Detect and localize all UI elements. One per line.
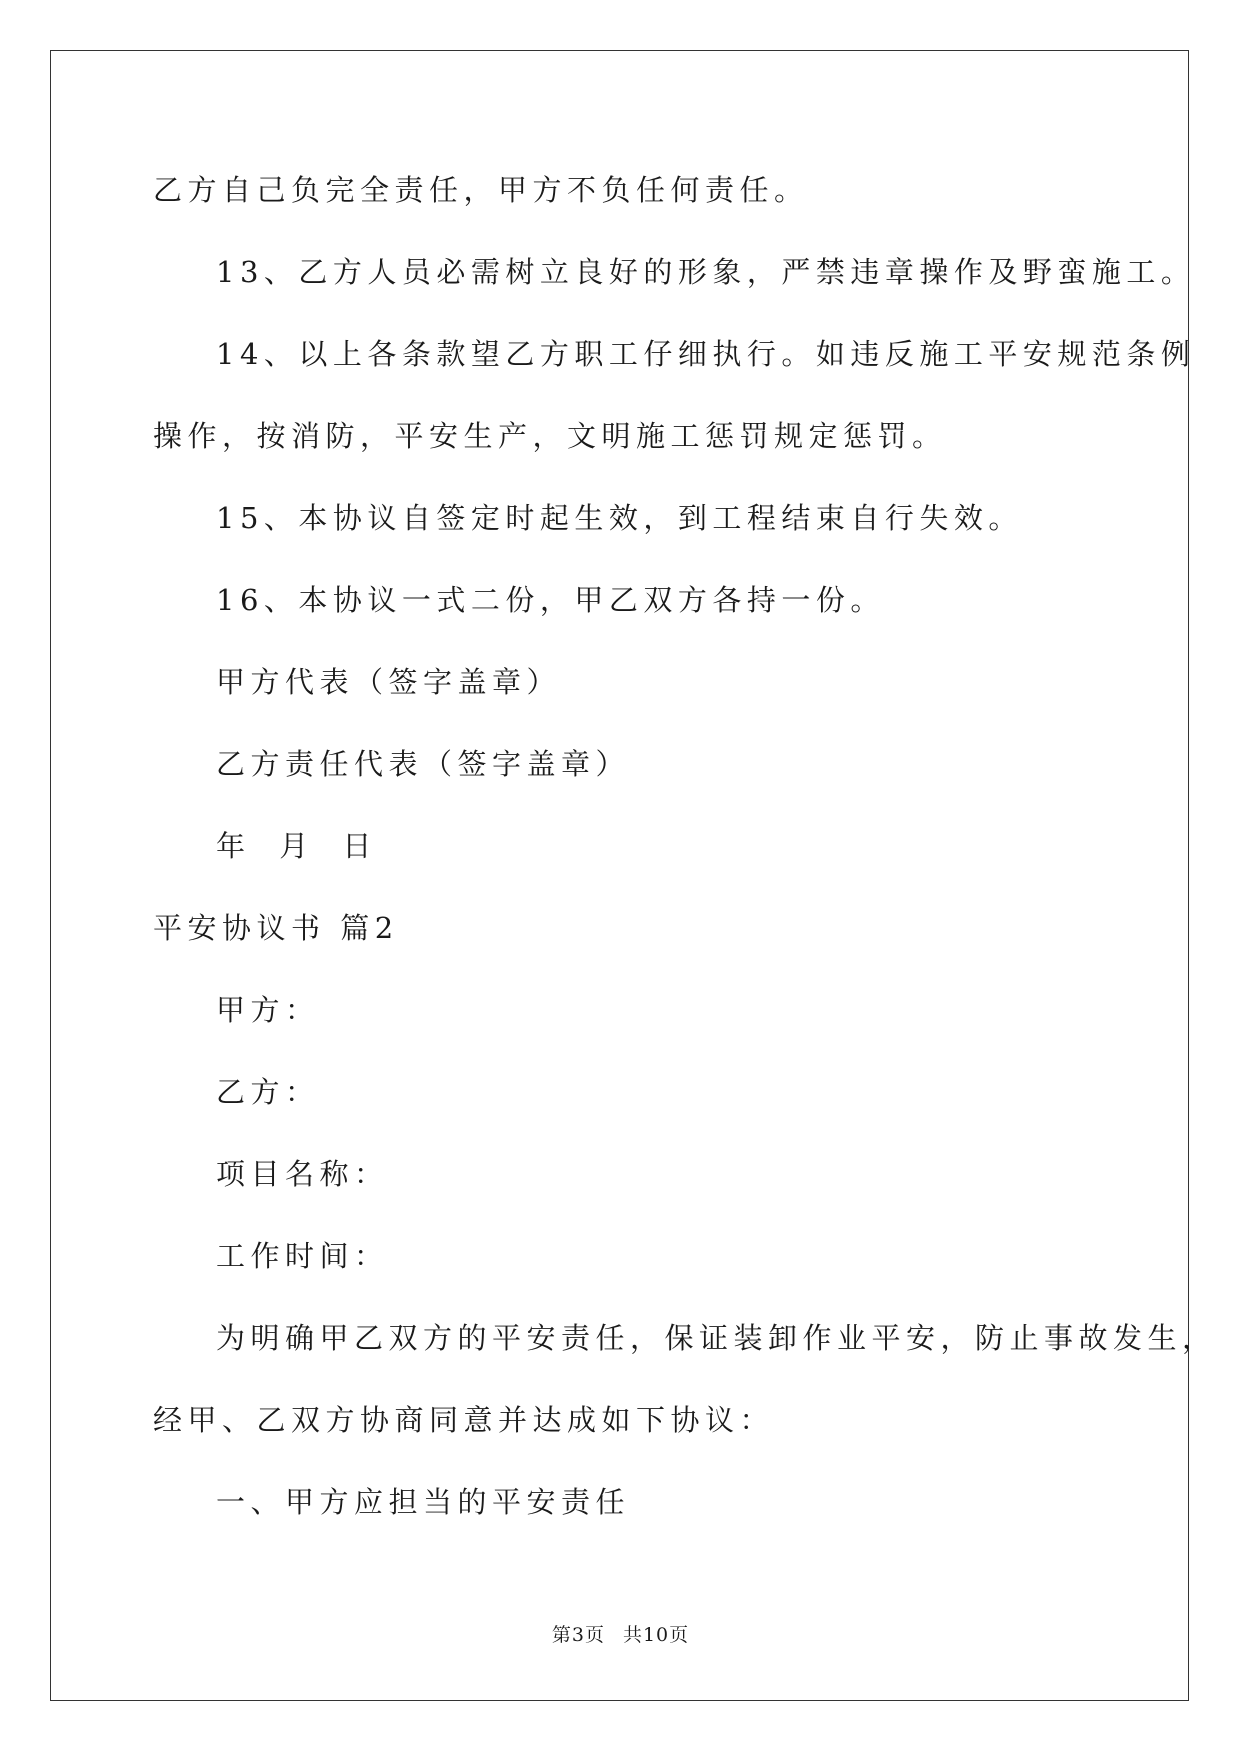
- page-frame: [50, 50, 1189, 1701]
- clause-14: 14、以上各条款望乙方职工仔细执行。如违反施工平安规范条例: [216, 337, 1196, 371]
- party-a-signature: 甲方代表（签字盖章）: [216, 665, 562, 699]
- paragraph-line: 操作，按消防，平安生产，文明施工惩罚规定惩罚。: [153, 419, 947, 453]
- clause-15: 15、本协议自签定时起生效，到工程结束自行失效。: [216, 501, 1023, 535]
- subsection-heading: 一、甲方应担当的平安责任: [216, 1485, 631, 1519]
- page-number: 第3页: [551, 1624, 605, 1646]
- clause-16: 16、本协议一式二份，甲乙双方各持一份。: [216, 583, 885, 617]
- paragraph-line: 乙方自己负完全责任，甲方不负任何责任。: [153, 173, 809, 207]
- intro-paragraph-cont: 经甲、乙双方协商同意并达成如下协议：: [153, 1403, 775, 1437]
- page-footer: [0, 1620, 1241, 1647]
- page-total: 共10页: [622, 1624, 690, 1646]
- party-a-field: 甲方：: [216, 993, 320, 1027]
- project-name-field: 项目名称：: [216, 1157, 389, 1191]
- party-b-signature: 乙方责任代表（签字盖章）: [216, 747, 631, 781]
- intro-paragraph: 为明确甲乙双方的平安责任，保证装卸作业平安，防止事故发生，: [216, 1321, 1217, 1355]
- date-line: 年 月 日: [216, 829, 377, 863]
- party-b-field: 乙方：: [216, 1075, 320, 1109]
- clause-13: 13、乙方人员必需树立良好的形象，严禁违章操作及野蛮施工。: [216, 255, 1196, 289]
- work-time-field: 工作时间：: [216, 1239, 389, 1273]
- section-heading: 平安协议书 篇2: [153, 911, 399, 945]
